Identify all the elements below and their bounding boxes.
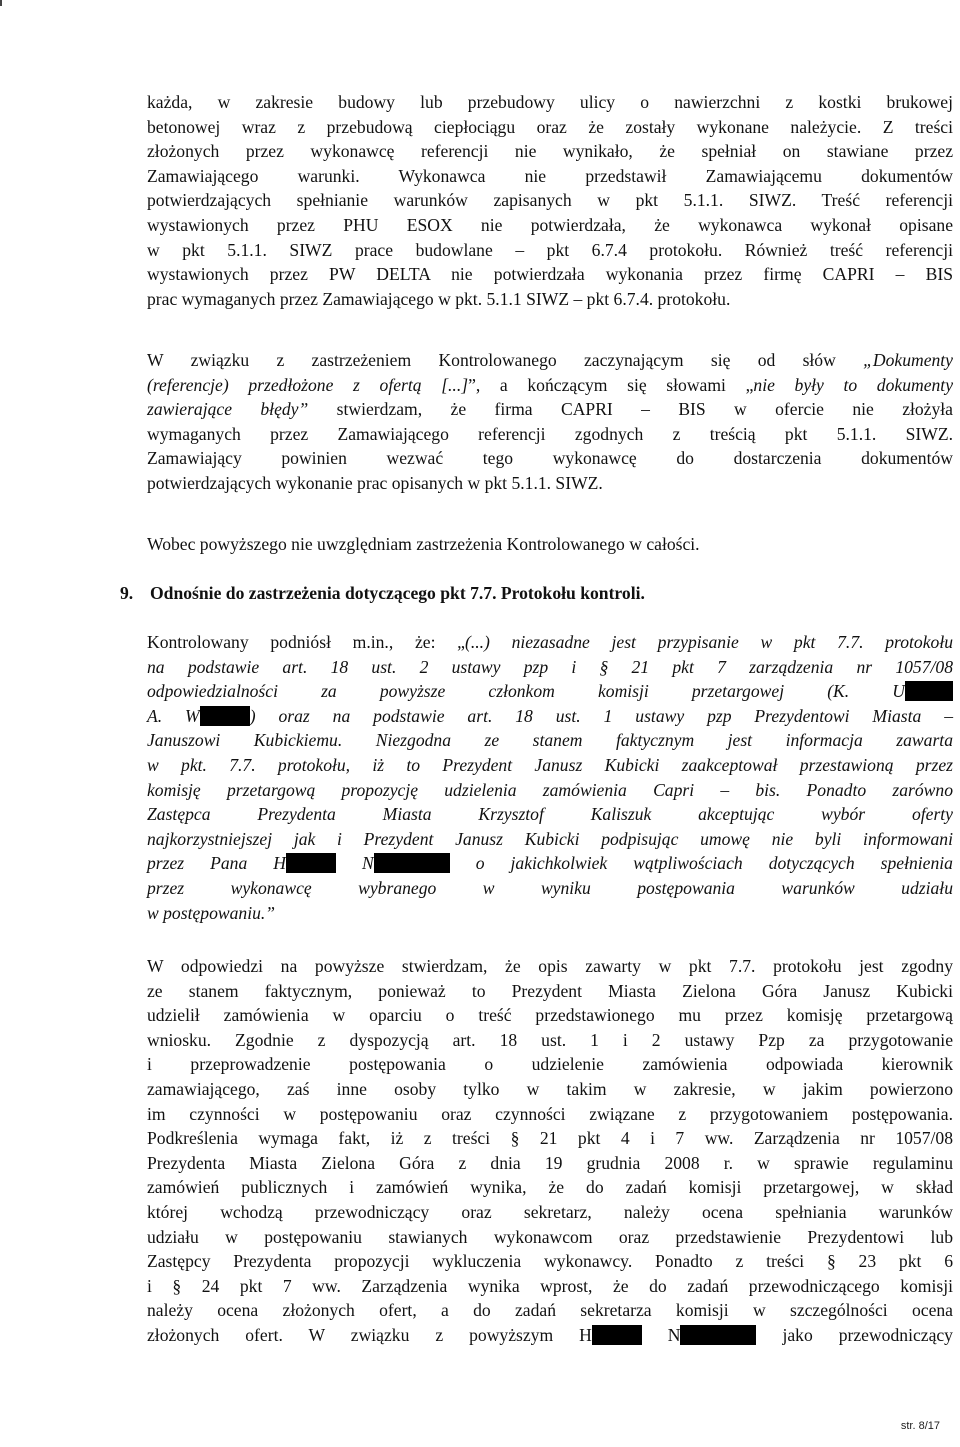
p1-line: złożonych przez wykonawcę referencji nie wynikało, że spełniał on stawiane przez [147, 141, 953, 162]
p2-l2b: ”, a kończącym się słowami „ [468, 374, 754, 395]
p4-l10a: przez Pana H [147, 853, 286, 874]
p2-l3a: zawierające błędy” [147, 399, 309, 420]
p4-line: komisję przetargową propozycję udzielenia zamówienia Capri – bis. Ponadto zarówno [147, 779, 953, 800]
p4-line: najkorzystniejszej jak i Prezydent Janusz Kubicki podpisując umowę nie byli informowani [147, 828, 953, 849]
p1-line: Zamawiającego warunki. Wykonawca nie przedstawił Zamawiającemu dokumentów [147, 165, 953, 186]
p1-line: wystawionych przez PHU ESOX nie potwierdzała, że wykonawca wykonał opisane [147, 214, 953, 235]
p1-line: wystawionych przez PW DELTA nie potwierdzała wykonania przez firmę CAPRI – BIS [147, 264, 953, 285]
redaction-bar [905, 681, 953, 701]
p5-line: zamawiającego, zaś inne osoby tylko w takim w zakresie, w jakim powierzono [147, 1078, 953, 1099]
paragraph-5 [147, 954, 953, 1348]
p4-l4b: ) oraz na podstawie art. 18 ust. 1 ustawy pzp Prezydentowi Miasta – [249, 705, 954, 726]
p5-line: wniosku. Zgodnie z dyspozycją art. 18 ust. 1 i 2 ustawy Pzp za przygotowanie [147, 1029, 953, 1050]
p4-line: Zastępca Prezydenta Miasta Krzysztof Kaliszuk akceptując wybór oferty [147, 804, 953, 825]
p2-l1a: W związku z zastrzeżeniem Kontrolowanego zaczynającym się od słów [147, 350, 864, 370]
p1-line: betonowej wraz z przebudową ciepłociągu oraz że zostały wykonane należycie. Z treści [147, 116, 953, 137]
p2-line [147, 397, 953, 422]
p2-line [147, 348, 953, 373]
p5-line: Zastępcy Prezydenta propozycji wykluczenia wykonawcy. Ponadto z treści § 23 pkt 6 [147, 1251, 953, 1272]
p4-line: przez wykonawcę wybranego w wyniku postępowania warunków udziału [147, 877, 953, 898]
redaction-bar [286, 853, 336, 873]
p1-line: potwierdzających spełnianie warunków zapisanych w pkt 5.1.1. SIWZ. Treść referencji [147, 190, 953, 211]
p1-line: prac wymaganych przez Zamawiającego w pkt. 5.1.1 SIWZ – pkt 6.7.4. protokołu. [147, 288, 731, 309]
p5-line: należy ocena złożonych ofert, a do zadań sekretarza komisji w szczególności ocena [147, 1300, 953, 1321]
p2-l3b: stwierdzam, że firma CAPRI – BIS w ofercie nie złożyła [308, 399, 953, 420]
paragraph-3 [147, 532, 953, 557]
paragraph-3-text [147, 532, 953, 557]
section-heading-9 [120, 581, 645, 605]
p2-l2c: nie były to dokumenty [753, 374, 954, 395]
p4-l1a: Kontrolowany podniósł m.in., że: „ [147, 632, 465, 652]
p5-line: udziału w postępowaniu stawianych wykonawcom oraz przedstawienie Prezydentowi lub [147, 1226, 953, 1247]
p4-l1b: (...) niezasadne jest przypisanie w pkt 7.7. protokołu [464, 632, 954, 652]
p4-line [147, 851, 953, 876]
paragraph-4-text [147, 630, 953, 925]
p5-line: której wchodzą przewodniczący oraz sekretarz, należy ocena spełniania warunków [147, 1201, 953, 1222]
redaction-bar [592, 1325, 642, 1345]
p4-line [147, 679, 953, 704]
redaction-bar [200, 706, 250, 726]
p4-line: Januszowi Kubickiemu. Niezgodna ze stanem faktycznym jest informacja zawarta [147, 730, 953, 751]
p5-line: i przeprowadzenie postępowania o udzielenie zamówienia odpowiada kierownik [147, 1054, 953, 1075]
p5-line: W odpowiedzi na powyższe stwierdzam, że opis zawarty w pkt 7.7. protokołu jest zgodny [147, 956, 953, 976]
p1-line: każda, w zakresie budowy lub przebudowy ulicy o nawierzchni z kostki brukowej [147, 92, 953, 112]
paragraph-1 [147, 90, 953, 311]
p3-line: Wobec powyższego nie uwzględniam zastrzeżenia Kontrolowanego w całości. [147, 534, 700, 554]
paragraph-2 [147, 348, 953, 496]
p5-last-b: N [641, 1324, 681, 1345]
p5-line: ze stanem faktycznym, ponieważ to Prezydent Miasta Zielona Góra Janusz Kubicki [147, 980, 953, 1001]
p2-l1b: „Dokumenty [863, 350, 953, 370]
paragraph-4 [147, 630, 953, 925]
p1-line: w pkt 5.1.1. SIWZ prace budowlane – pkt 6.7.4 protokołu. Również treść referencji [147, 239, 953, 260]
p4-line: na podstawie art. 18 ust. 2 ustawy pzp i § 21 pkt 7 zarządzenia nr 1057/08 [147, 656, 953, 677]
p2-line: Zamawiający powinien wezwać tego wykonawcę do dostarczenia dokumentów [147, 448, 953, 469]
p4-line [147, 630, 953, 655]
p5-line: i § 24 pkt 7 ww. Zarządzenia wynika wprost, że do zadań przewodniczącego komisji [147, 1275, 953, 1296]
p5-line-last [147, 1323, 953, 1348]
p2-line: wymaganych przez Zamawiającego referencji zgodnych z treścią pkt 5.1.1. SIWZ. [147, 423, 953, 444]
page-number: str. 8/17 [900, 1420, 940, 1432]
p2-l2a: (referencje) przedłożone z ofertą [...] [147, 374, 469, 395]
p2-line: potwierdzających wykonanie prac opisanych w pkt 5.1.1. SIWZ. [147, 472, 603, 493]
paragraph-1-text [147, 90, 953, 311]
p4-line: w postępowaniu.” [147, 902, 276, 923]
p5-line: zamówień publicznych i zamówień wynika, że do zadań komisji przetargowej, w skład [147, 1177, 953, 1198]
p4-l3a: odpowiedzialności za powyższe członkom komisji przetargowej (K. U [147, 681, 905, 702]
p5-line: im czynności w postępowaniu oraz czynności związane z przygotowaniem postępowania. [147, 1103, 953, 1124]
redaction-bar [374, 853, 450, 873]
paragraph-2-text [147, 348, 953, 496]
paragraph-5-text [147, 954, 953, 1348]
p4-line: w pkt. 7.7. protokołu, iż to Prezydent Janusz Kubicki zaakceptował przestawioną przez [147, 754, 953, 775]
p5-line: udzielił zamówienia w oparciu o treść przedstawionego mu przez komisję przetargową [147, 1005, 953, 1026]
p5-last-c: jako przewodniczący [756, 1324, 953, 1345]
p5-last-a: złożonych ofert. W związku z powyższym H [147, 1324, 592, 1345]
p4-l10b: N [335, 853, 374, 874]
p4-l4a: A. W [147, 705, 200, 726]
p4-l10c: o jakichkolwiek wątpliwościach dotyczących spełnienia [449, 853, 953, 874]
p4-line [147, 704, 953, 729]
p5-line: Prezydenta Miasta Zielona Góra z dnia 19 grudnia 2008 r. w sprawie regulaminu [147, 1152, 953, 1173]
heading-text: Odnośnie do zastrzeżenia dotyczącego pkt 7.7. Protokołu kontroli. [150, 583, 645, 603]
scan-edge-mark [0, 0, 2, 6]
p2-line [147, 373, 953, 398]
heading-number: 9. [120, 583, 134, 603]
p5-line: Podkreślenia wymaga fakt, iż z treści § 21 pkt 4 i 7 ww. Zarządzenia nr 1057/08 [147, 1128, 953, 1149]
redaction-bar [680, 1325, 756, 1345]
